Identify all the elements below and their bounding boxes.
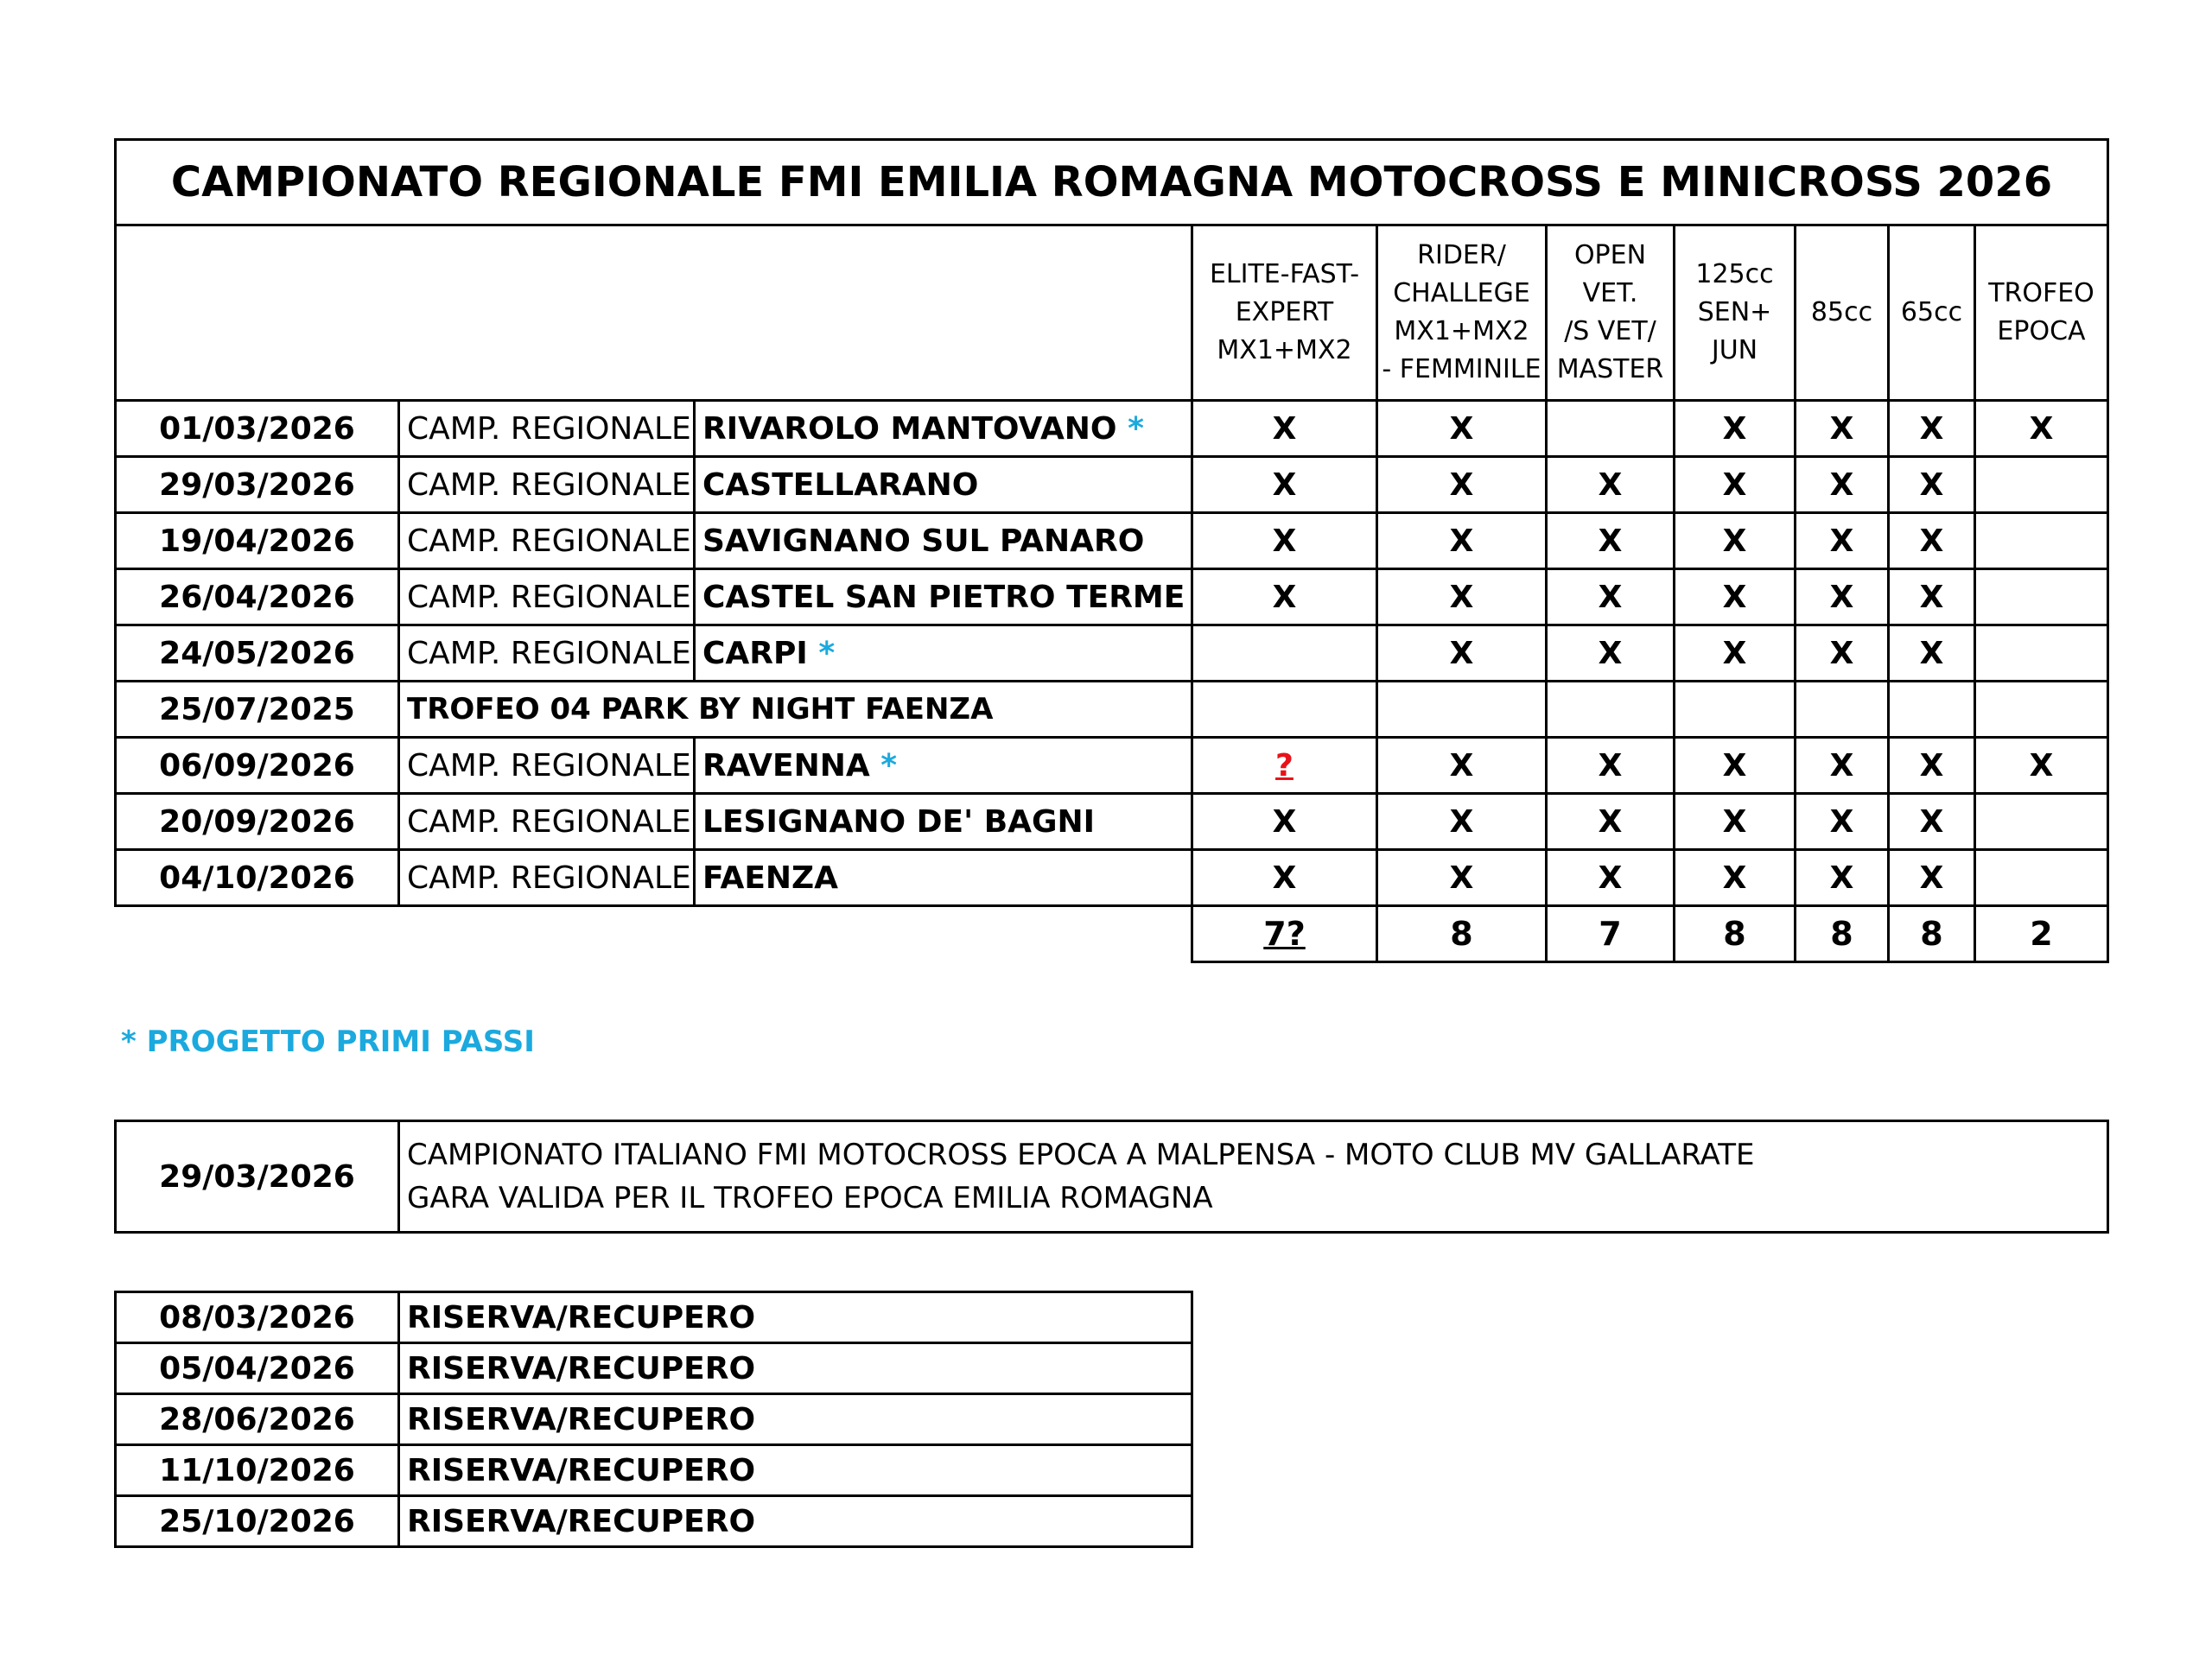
category-total: 8 (1796, 906, 1889, 962)
race-date: 24/05/2026 (116, 625, 399, 682)
epoca-description (399, 1121, 2108, 1233)
category-total (1192, 906, 1377, 962)
category-mark: X (1889, 625, 1975, 682)
category-mark (1547, 401, 1675, 457)
primi-passi-star: * (818, 635, 836, 671)
race-date: 01/03/2026 (116, 401, 399, 457)
category-mark: X (1192, 850, 1377, 906)
race-date: 04/10/2026 (116, 850, 399, 906)
column-header-line: RIDER/ (1417, 240, 1506, 270)
category-mark: X (1547, 625, 1675, 682)
category-mark (1975, 625, 2108, 682)
totals-spacer (116, 906, 1192, 962)
column-header-line: OPEN (1573, 240, 1647, 270)
category-mark: X (1547, 569, 1675, 625)
category-mark: X (1889, 457, 1975, 513)
race-special-event: TROFEO 04 PARK BY NIGHT FAENZA (399, 682, 1192, 738)
reserve-date: 11/10/2026 (116, 1445, 399, 1496)
race-row (116, 569, 2108, 625)
race-row (116, 738, 2108, 794)
reserve-label: RISERVA/RECUPERO (399, 1292, 1192, 1343)
category-mark: X (1889, 794, 1975, 850)
uncertain-total: 7? (1263, 915, 1306, 953)
category-mark: X (1547, 457, 1675, 513)
category-mark: X (1377, 738, 1547, 794)
race-location-name: RAVENNA (702, 747, 870, 784)
category-mark: X (1889, 738, 1975, 794)
category-mark: X (1796, 850, 1889, 906)
category-mark (1377, 682, 1547, 738)
race-row (116, 850, 2108, 906)
race-row (116, 625, 2108, 682)
race-location-name: CASTELLARANO (702, 466, 979, 503)
column-header-6 (1889, 225, 1975, 401)
race-location (695, 401, 1192, 457)
category-mark (1675, 682, 1796, 738)
category-total: 8 (1377, 906, 1547, 962)
category-mark: X (1796, 738, 1889, 794)
reserve-date: 08/03/2026 (116, 1292, 399, 1343)
category-mark: X (1675, 794, 1796, 850)
column-header-line: TROFEO (1988, 278, 2094, 308)
race-date: 06/09/2026 (116, 738, 399, 794)
race-date: 19/04/2026 (116, 513, 399, 569)
reserve-table (114, 1291, 1193, 1548)
category-total: 2 (1975, 906, 2108, 962)
race-location-name: FAENZA (702, 860, 839, 896)
category-mark: X (1796, 625, 1889, 682)
reserve-label: RISERVA/RECUPERO (399, 1343, 1192, 1394)
column-header-line: MX1+MX2 (1394, 316, 1529, 346)
category-mark (1796, 682, 1889, 738)
page-title: CAMPIONATO REGIONALE FMI EMILIA ROMAGNA MOTOCROSS E MINICROSS 2026 (116, 140, 2108, 225)
race-row (116, 513, 2108, 569)
reserve-row (116, 1292, 1192, 1343)
category-mark: X (1675, 850, 1796, 906)
race-type: CAMP. REGIONALE (399, 625, 695, 682)
race-location-name: RIVAROLO MANTOVANO (702, 410, 1117, 447)
category-mark: X (1975, 738, 2108, 794)
epoca-line-1: CAMPIONATO ITALIANO FMI MOTOCROSS EPOCA A MALPENSA - MOTO CLUB MV GALLARATE (407, 1138, 1755, 1172)
reserve-row (116, 1343, 1192, 1394)
race-date: 25/07/2025 (116, 682, 399, 738)
race-row (116, 457, 2108, 513)
category-mark: X (1192, 457, 1377, 513)
race-date: 29/03/2026 (116, 457, 399, 513)
category-mark: X (1675, 513, 1796, 569)
reserve-row (116, 1445, 1192, 1496)
column-header-7 (1975, 225, 2108, 401)
reserve-label: RISERVA/RECUPERO (399, 1496, 1192, 1547)
category-mark: X (1192, 401, 1377, 457)
epoca-line-2: GARA VALIDA PER IL TROFEO EPOCA EMILIA ROMAGNA (407, 1181, 1213, 1215)
column-header-5 (1796, 225, 1889, 401)
reserve-row (116, 1496, 1192, 1547)
column-header-line: EPOCA (1997, 316, 2086, 346)
column-header-line: JUN (1711, 335, 1758, 365)
reserve-label: RISERVA/RECUPERO (399, 1445, 1192, 1496)
category-mark: X (1889, 513, 1975, 569)
column-header-line: - FEMMINILE (1382, 354, 1541, 384)
reserve-date: 25/10/2026 (116, 1496, 399, 1547)
category-mark: X (1377, 401, 1547, 457)
race-location (695, 569, 1192, 625)
category-mark: X (1675, 569, 1796, 625)
column-header-line: VET. (1582, 278, 1638, 308)
calendar-table (114, 138, 2109, 963)
race-location (695, 457, 1192, 513)
race-row (116, 794, 2108, 850)
category-mark: X (1796, 569, 1889, 625)
category-mark (1889, 682, 1975, 738)
column-header-line: MX1+MX2 (1217, 335, 1352, 365)
uncertain-mark: ? (1275, 747, 1294, 784)
race-type: CAMP. REGIONALE (399, 513, 695, 569)
category-mark: X (1377, 569, 1547, 625)
primi-passi-star: * (1128, 410, 1144, 447)
column-header-line: 85cc (1810, 297, 1873, 327)
race-location (695, 625, 1192, 682)
category-mark: X (1192, 794, 1377, 850)
column-header-line: MASTER (1556, 354, 1664, 384)
category-mark (1192, 682, 1377, 738)
reserve-date: 28/06/2026 (116, 1394, 399, 1445)
race-location (695, 850, 1192, 906)
race-date: 20/09/2026 (116, 794, 399, 850)
totals-row (116, 906, 2108, 962)
category-total: 7 (1547, 906, 1675, 962)
column-header-line: EXPERT (1235, 297, 1334, 327)
category-mark: X (1796, 513, 1889, 569)
primi-passi-note: * PROGETTO PRIMI PASSI (121, 1025, 535, 1059)
category-mark: X (1675, 457, 1796, 513)
column-header-4 (1675, 225, 1796, 401)
race-location-name: SAVIGNANO SUL PANARO (702, 523, 1145, 559)
category-mark (1975, 569, 2108, 625)
category-mark: X (1547, 794, 1675, 850)
category-mark: X (1547, 738, 1675, 794)
column-header-2 (1377, 225, 1547, 401)
category-mark (1975, 457, 2108, 513)
race-type: CAMP. REGIONALE (399, 569, 695, 625)
category-mark: X (1975, 401, 2108, 457)
race-type: CAMP. REGIONALE (399, 457, 695, 513)
category-mark: X (1377, 513, 1547, 569)
category-mark: X (1377, 625, 1547, 682)
race-location-name: CARPI (702, 635, 808, 671)
category-mark: X (1547, 513, 1675, 569)
column-header-line: 125cc (1695, 259, 1774, 289)
race-location-name: LESIGNANO DE' BAGNI (702, 803, 1096, 840)
category-mark: X (1675, 625, 1796, 682)
category-mark: X (1889, 850, 1975, 906)
category-mark (1975, 794, 2108, 850)
race-location (695, 738, 1192, 794)
primi-passi-star: * (880, 747, 898, 784)
category-mark: X (1377, 457, 1547, 513)
category-mark: X (1889, 401, 1975, 457)
category-mark: X (1796, 457, 1889, 513)
column-header-1 (1192, 225, 1377, 401)
category-mark (1975, 513, 2108, 569)
header-spacer (116, 225, 1192, 401)
category-total: 8 (1675, 906, 1796, 962)
race-type: CAMP. REGIONALE (399, 401, 695, 457)
category-mark: X (1889, 569, 1975, 625)
epoca-table (114, 1120, 2109, 1234)
epoca-date: 29/03/2026 (116, 1121, 399, 1233)
category-mark: X (1675, 738, 1796, 794)
reserve-label: RISERVA/RECUPERO (399, 1394, 1192, 1445)
race-row (116, 682, 2108, 738)
category-mark (1975, 682, 2108, 738)
category-mark (1192, 738, 1377, 794)
category-mark: X (1377, 850, 1547, 906)
race-location (695, 794, 1192, 850)
column-header-line: CHALLEGE (1393, 278, 1530, 308)
column-header-3 (1547, 225, 1675, 401)
category-mark: X (1192, 513, 1377, 569)
epoca-row (116, 1121, 2108, 1233)
column-header-line: /S VET/ (1564, 316, 1656, 346)
race-type: CAMP. REGIONALE (399, 850, 695, 906)
race-type: CAMP. REGIONALE (399, 794, 695, 850)
race-row (116, 401, 2108, 457)
category-mark: X (1796, 401, 1889, 457)
column-header-line: 65cc (1900, 297, 1963, 327)
column-header-line: ELITE-FAST- (1209, 259, 1360, 289)
category-mark (1547, 682, 1675, 738)
column-header-row (116, 225, 2108, 401)
reserve-date: 05/04/2026 (116, 1343, 399, 1394)
category-mark (1975, 850, 2108, 906)
category-mark: X (1192, 569, 1377, 625)
category-mark (1192, 625, 1377, 682)
category-total: 8 (1889, 906, 1975, 962)
race-location-name: CASTEL SAN PIETRO TERME (702, 579, 1185, 615)
category-mark: X (1377, 794, 1547, 850)
category-mark: X (1547, 850, 1675, 906)
category-mark: X (1675, 401, 1796, 457)
reserve-row (116, 1394, 1192, 1445)
race-location (695, 513, 1192, 569)
race-type: CAMP. REGIONALE (399, 738, 695, 794)
category-mark: X (1796, 794, 1889, 850)
race-date: 26/04/2026 (116, 569, 399, 625)
column-header-line: SEN+ (1697, 297, 1772, 327)
